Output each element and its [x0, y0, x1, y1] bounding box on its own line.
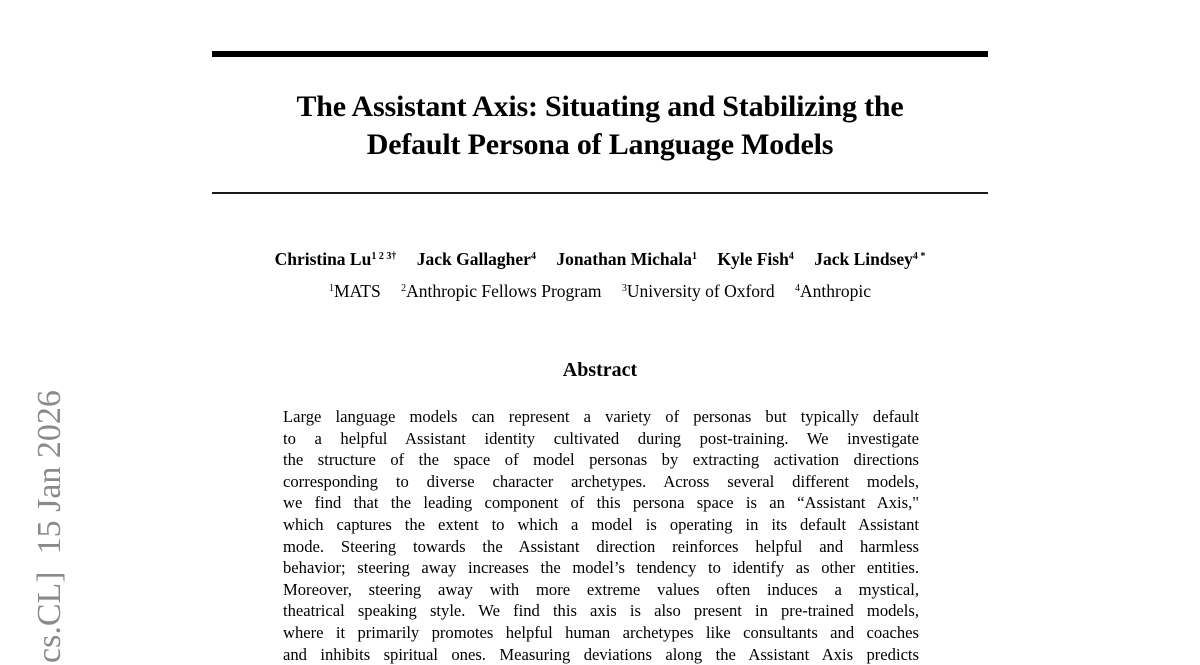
affiliation-number: 1: [329, 283, 335, 294]
affiliation-name: MATS: [334, 281, 381, 301]
affiliation-name: Anthropic: [800, 281, 871, 301]
abstract-line: where it primarily promotes helpful human archetypes like consultants and coaches: [283, 622, 919, 642]
paper-title-line-2: Default Persona of Language Models: [366, 128, 834, 161]
abstract-line: to a helpful Assistant identity cultivated during post-training. We investigate: [283, 428, 919, 448]
abstract-line: Moreover, steering away with more extreme values often induces a mystical,: [283, 579, 919, 599]
affiliation: [329, 281, 381, 301]
author-affiliation-marks: 4 *: [912, 251, 926, 262]
abstract-line: behavior; steering away increases the model’s tendency to identify as other entities.: [283, 558, 919, 578]
author-name: Jack Gallagher: [416, 249, 531, 269]
affiliation: [622, 281, 775, 301]
affiliation: [401, 281, 601, 301]
affiliation-list: [200, 280, 1000, 302]
abstract-line: Large language models can represent a variety of personas but typically default: [283, 407, 919, 426]
affiliation-name: University of Oxford: [626, 281, 775, 301]
author: [717, 249, 793, 269]
author: [814, 249, 925, 269]
abstract-line: and inhibits spiritual ones. Measuring deviations along the Assistant Axis predicts: [283, 644, 919, 664]
abstract-line: the structure of the space of model personas by extracting activation directions: [283, 450, 919, 470]
affiliation-number: 4: [795, 283, 800, 294]
paper-title-line-1: The Assistant Axis: Situating and Stabilizing the: [296, 90, 904, 123]
title-top-rule: [212, 51, 988, 57]
abstract-line: which captures the extent to which a model is operating in its default Assistant: [283, 514, 919, 534]
author-affiliation-marks: 1 2 3†: [371, 251, 397, 262]
author: [556, 249, 697, 269]
title-bottom-rule: [212, 192, 988, 194]
author: [417, 249, 536, 269]
author-affiliation-marks: 1: [691, 251, 697, 262]
author: [275, 249, 397, 269]
affiliation-number: 2: [401, 283, 407, 294]
author-name: Jonathan Michala: [556, 249, 692, 269]
arxiv-sidebar-stamp: [30, 333, 70, 663]
paper-title: [212, 88, 988, 164]
author-affiliation-marks: 4: [788, 251, 794, 262]
author-list: [200, 248, 1000, 270]
abstract-line: mode. Steering towards the Assistant direction reinforces helpful and harmless: [283, 536, 919, 556]
abstract-line: theatrical speaking style. We find this axis is also present in pre-trained models,: [283, 601, 919, 621]
abstract-line: we find that the leading component of this persona space is an “Assistant Axis,": [283, 493, 919, 513]
abstract-line: corresponding to diverse character archetypes. Across several different models,: [283, 471, 919, 491]
abstract-body: [283, 406, 919, 665]
affiliation: [795, 281, 871, 301]
author-name: Jack Lindsey: [814, 249, 913, 269]
author-name: Kyle Fish: [717, 249, 789, 269]
arxiv-stamp-text: cs.CL] 15 Jan 2026: [31, 390, 68, 663]
author-name: Christina Lu: [274, 249, 372, 269]
abstract-heading: Abstract: [562, 359, 638, 381]
affiliation-number: 3: [621, 283, 627, 294]
author-affiliation-marks: 4: [530, 251, 536, 262]
affiliation-name: Anthropic Fellows Program: [406, 281, 602, 301]
